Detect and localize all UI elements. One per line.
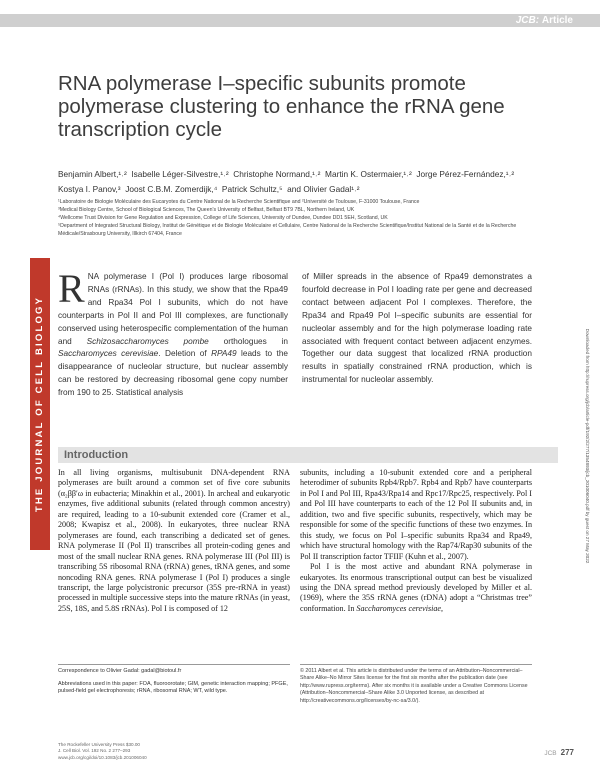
abstract-left-column [58,266,289,400]
abbreviations: Abbreviations used in this paper: FOA, fluoroorotate; GIM, genetic interaction mapping; PFGE, pulsed-field gel electrophoresis; rRNA, ribosomal RNA; WT, wild type. [58,680,288,695]
author: Martin K. Ostermaier,¹˒² [325,169,412,179]
footnotes-left [58,668,290,696]
paragraph [300,562,532,614]
citation: J. Cell Biol. Vol. 192 No. 2 277–293 [58,748,131,754]
author: Jorge Pérez-Fernández,¹˒² [416,169,515,179]
species-name: Saccharomyces cerevisiae [356,603,441,613]
page-footer [544,748,574,757]
license-note: © 2011 Albert et al. This article is distributed under the terms of an Attribution–Noncommercial–Share Alike–No Mirror Sites license for the first six months after the publication date (see http://www.rupress.org/terms). After six months it is available under a Creative Commons License (Attribution–Noncommercial–Share Alike 3.0 Unported license, as described at http://creativecommons.org/licenses/by-nc-sa/3.0/). [300,668,528,704]
author: Benjamin Albert,¹˒² [58,169,127,179]
footnote-rule-right [300,664,532,665]
author-line-2 [58,182,558,197]
affiliation: ⁵Department of Integrated Structural Biology, Institut de Génétique et de Biologie Moléculaire et Cellulaire, Centre National de la Recherche Scientifique/Institut National de la Santé et de la Recherche Médicale/Strasbourg University, Illkirch 67404, France [58,223,517,237]
publisher: The Rockefeller University Press $30.00 [58,742,140,747]
abstract-text: leads to the disappearance of nucleolar structure, but nuclear assembly can be restored by decreasing ribosomal gene copy number from 190 to 25. Statistical analysis [58,349,288,398]
abstract-right-column: of Miller spreads in the absence of Rpa49 demonstrates a fourfold decrease in Pol I loading rate per gene and decreased contact between adjacent Pol I complexes. Therefore, the Rpa34 and Rpa49 Pol I–specific subunits are essential for nucleolar assembly and for the high polymerase loading rate associated with frequent contact between adjacent enzymes. Together our data suggest that localized rRNA production results in spatially constrained rRNA production, which is instrumental for nucleolar assembly. [302,272,532,385]
paragraph-text: , [441,603,444,613]
species-name: Schizosaccharomyces pombe [86,336,209,346]
affiliations [58,198,558,238]
author: and Olivier Gadal¹˒² [287,184,360,194]
author: Patrick Schultz,⁵ [221,184,283,194]
header-bar [0,14,600,27]
section-heading-band [58,447,558,463]
author: Joost C.B.M. Zomerdijk,⁴ [125,184,218,194]
journal-abbrev: JCB: [515,15,540,26]
species-name: Saccharomyces cerevisiae [58,349,159,359]
author-list [58,167,558,197]
article-title: RNA polymerase I–specific subunits promote polymerase clustering to enhance the rRNA gene transcription cycle [58,72,505,141]
paragraph-text: Pol I is the most active and abundant RNA polymerase in eukaryotes. Its enormous transcriptional output can best be visualized using the DNA spread method previously developed by Miller et al. (1969), where the 35S rRNA genes (rDNA) adopt a “Christmas tree” conformation. In [300,562,532,613]
page-number: 277 [560,748,574,757]
journal-tag [516,14,573,27]
abstract-text: . Deletion of [158,349,212,359]
paragraph: In all living organisms, multisubunit DNA-dependent RNA polymerases are built around a common set of five core subunits (α₂ββ′ω in eubacteria; Minakhin et al., 2001). In archeal and eukaryotic enzymes, five additional subunits (related through common ancestry) are required, leading to a 10-subunit extended core (Cramer et al., 2008; Kwapisz et al., 2008). In eukaryotes, three nuclear RNA polymerases are found, each transcribing a dedicated set of genes. RNA polymerase II (Pol II) transcribes all protein-coding genes and most of the small nuclear RNA genes. RNA polymerase III (Pol III) is transcribing 5S ribosomal RNA (rRNA) genes, tRNA genes, and some noncoding RNA genes. RNA polymerase I (Pol I) produces a single transcript, the large polycistronic precursor (35S pre-rRNA in yeast) processed in multiple successive steps into the mature rRNAs (in yeast, 25S, 18S, and 5.8S rRNAs). Pol I is composed of 12 [58,468,290,613]
doi-link[interactable]: www.jcb.org/cgi/doi/10.1083/jcb.201006040 [58,754,147,760]
sidebar-journal-name: THE JOURNAL OF CELL BIOLOGY [34,295,45,513]
affiliation: ¹Laboratoire de Biologie Moléculaire des Eucaryotes du Centre National de la Recherche Scientifique and ²Université de Toulouse, F-31000 Toulouse, France [58,199,420,205]
section-heading: Introduction [64,449,129,461]
article-type: Article [541,15,573,26]
author-line-1 [58,167,558,182]
author: Christophe Normand,¹˒² [233,169,321,179]
download-note-text: Downloaded from http://rupress.org/jcb/article-pdf/192/2/277/1354893/jcb_201006040.pdf by guest on 27 May 2022 [585,328,590,564]
author: Isabelle Léger-Silvestre,¹˒² [131,169,229,179]
author: Kostya I. Panov,³ [58,184,121,194]
journal-footer: JCB [544,750,557,757]
correspondence: Correspondence to Olivier Gadal: gadal@biotoul.fr [58,668,182,674]
abstract-text: NA polymerase I (Pol I) produces large ribosomal RNAs (rRNAs). In this study, we show that the Rpa49 and Rpa34 Pol I subunits, which do not have counterparts in Pol II and Pol III complexes, are functionally conserved using heterospecific complementation of the human and [58,272,288,346]
body-column-left [58,468,290,614]
footnote-rule-left [58,664,290,665]
abstract-text: orthologues in [208,336,289,346]
body-column-right [300,468,532,614]
gene-name: RPA49 [211,349,237,359]
drop-cap: R [58,266,85,311]
journal-sidebar [30,258,50,550]
publication-meta [58,742,258,761]
paragraph: subunits, including a 10-subunit extended core and a peripheral heterodimer of subunits Rpb4/Rpb7. Rpb4 and Rpb7 have counterparts in Pol I and Pol III, Rpa43/Rpa14 and Rpc17/Rpc25, respectively. Pol I and Pol III have counterparts to each of the 12 Pol II subunits and, in addition, two and five specific subunits, respectively, which may be responsible for some of the specific functions of these two enzymes. In this study, we focus on Pol I–specific subunits Rpa34 and Rpa49, which have structural homology with the Rap74/Rap30 subunits of the Pol II transcription factor TFIIF (Kuhn et al., 2007). [300,468,532,561]
affiliation: ³Medical Biology Centre, School of Biological Sciences, The Queen's University of Belfast, Belfast BT9 7BL, Northern Ireland, UK [58,207,355,213]
download-note [582,246,592,646]
affiliation: ⁴Wellcome Trust Division for Gene Regulation and Expression, College of Life Sciences, University of Dundee, Dundee DD1 5EH, Scotland, UK [58,215,388,221]
